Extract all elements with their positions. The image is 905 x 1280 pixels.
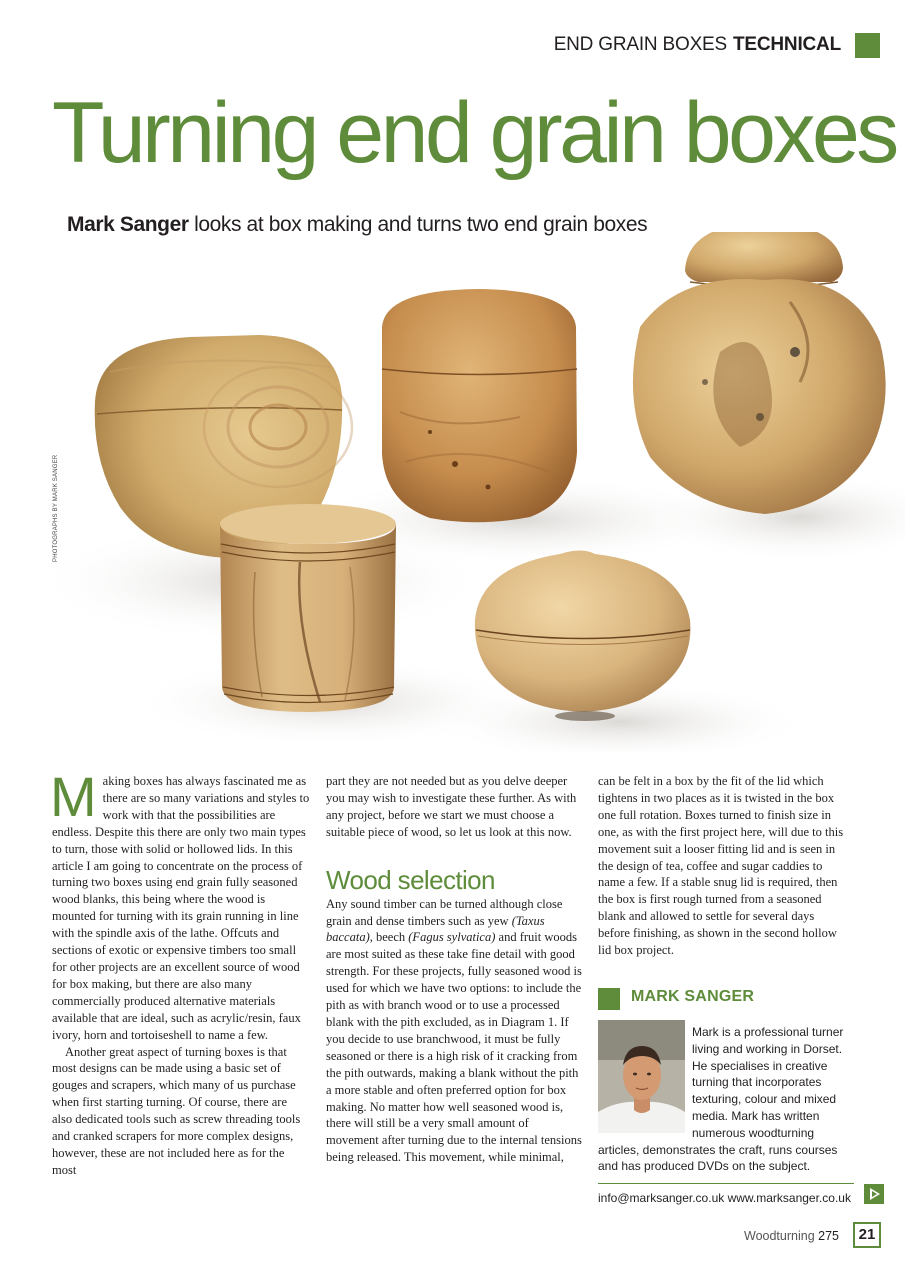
paragraph-text: aking boxes has always fascinated me as there are so many variations and styles to work with that the possibilities are endless. Despite this there are only two main types to turn, those with solid or hollowed lids. In this article I am going to concentrate on the process of turning two boxes using end grain fully seasoned wood blanks, this being where the wood is mounted for turning with its grain running in line with the spindle axis of the lathe. Offcuts and sections of exotic or expensive timbers too small for other projects are an excellent source of wood for box making, but there are also many commercially produced alternative materials available that are ideal, such as acrylic/resin, faux ivory, horn and tortoiseshell to name a few. <box>52 774 310 1042</box>
body-paragraph: Another great aspect of turning boxes is that most designs can be made using a basic set of gouges and scrapers, which many of us purchase when first starting turning. Of course, there are also dedicated tools such as screw threading tools and cranked scrapers for more complex designs, however, these are not included here as for the most <box>52 1044 301 1177</box>
paragraph-text: , beech <box>369 930 409 945</box>
body-column-1 <box>50 765 310 1179</box>
subheading-wood-selection: Wood selection <box>326 864 495 895</box>
author-accent-square <box>598 988 620 1010</box>
author-contact[interactable]: info@marksanger.co.uk www.marksanger.co.uk <box>598 1191 851 1205</box>
body-column-2 <box>326 773 582 1166</box>
footer-magazine <box>744 1229 839 1243</box>
paragraph-text: Any sound timber can be turned although close grain and dense timbers such as yew <box>326 896 563 928</box>
standfirst-author: Mark Sanger <box>67 213 189 236</box>
photo-credit: PHOTOGRAPHS BY MARK SANGER <box>53 454 59 562</box>
article-title: Turning end grain boxes <box>52 85 896 181</box>
body-paragraph <box>326 896 582 1167</box>
author-box-rule <box>598 1183 854 1184</box>
section-category: TECHNICAL <box>733 34 841 55</box>
latin-name-beech: (Fagus sylvatica) <box>408 930 496 945</box>
play-arrow-icon <box>864 1184 884 1204</box>
bio-text: Mark is a professional turner living and working in Dorset. He specialises in creative turning that incorporates texturing, colour and mixed media. Mark has written numerous woodturning articles, demonstrates the craft, runs courses and has produced DVDs on the subject. <box>598 1025 844 1174</box>
standfirst-text: looks at box making and turns two end grain boxes <box>194 213 648 236</box>
section-name: END GRAIN BOXES <box>553 34 728 55</box>
issue-number: 275 <box>818 1229 839 1243</box>
boxes-photo <box>0 232 905 752</box>
author-name: MARK SANGER <box>631 988 755 1005</box>
author-bio <box>598 1024 848 1175</box>
body-paragraph <box>50 765 310 1044</box>
header-accent-square <box>855 33 880 58</box>
latin-name-yew: (Taxus baccata) <box>326 913 545 945</box>
body-paragraph: part they are not needed but as you delve deeper you may wish to investigate these further. As with any project, before we start we must choose a suitable piece of wood, so let us look at this now. <box>326 774 577 839</box>
section-header <box>554 34 841 56</box>
drop-cap: M <box>50 765 97 828</box>
magazine-name: Woodturning <box>744 1229 815 1243</box>
page-number: 21 <box>853 1222 881 1248</box>
body-paragraph: can be felt in a box by the fit of the lid which tightens in two places as it is twisted in the box one full rotation. Boxes turned to finish size in one, as with the first project here, will due to this movement suit a looser fitting lid and is seen in the design of tea, coffee and sugar caddies to name a few. If a stable snug lid is required, then the box is first rough turned from a seasoned blank and allowed to settle for several days before finishing, as shown in the second hollow lid box project. <box>598 774 844 958</box>
body-column-3 <box>598 773 846 959</box>
paragraph-text: and fruit woods are most suited as these take fine detail with good strength. For these projects, fully seasoned wood is used for which we have two options: to include the pith as with branch wood or to use a processed blank with the pith excluded, as in Diagram 1. If you decide to use branchwood, it must be fully seasoned or there is a high risk of it cracking from the pith outwards, making a blank without the pith a more stable and often preferred option for box making. No matter how well seasoned wood is, there will still be a very small amount of movement after turning due to the internal tensions being released. This movement, while minimal, <box>326 930 582 1165</box>
